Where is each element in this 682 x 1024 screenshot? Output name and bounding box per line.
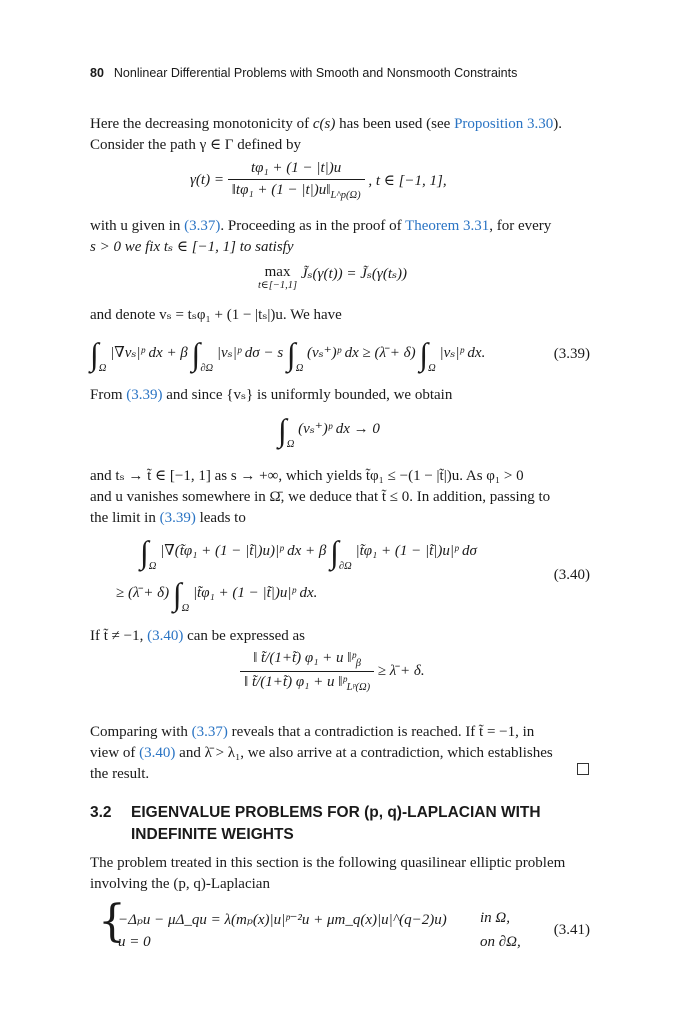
section-number: 3.2: [90, 804, 112, 821]
equation-3-39: $\int_\Omega$ |∇vₛ|ᵖ dx + β $\int_{\partial\Omega}$ |vₛ|ᵖ dσ − s $\int_\Omega$ (vₛ⁺)ᵖ dx ≥ (λ̄ + δ) $\int_\Omega$ |vₛ|ᵖ dx.: [90, 336, 486, 374]
paragraph-8-line-2: involving the (p, q)-Laplacian: [90, 876, 270, 892]
paragraph-8-line-1: The problem treated in this section is the following quasilinear elliptic problem: [90, 855, 566, 871]
paragraph-5-line-2: and u vanishes somewhere in Ω̄, we deduce that t̃ ≤ 0. In addition, passing to: [90, 489, 551, 505]
link-eq-3-37[interactable]: (3.37): [184, 218, 221, 234]
equation-path-condition: , t ∈ [−1, 1],: [368, 173, 447, 189]
equation-3-40-row-1: $\int_\Omega$ |∇(t̃φ₁ + (1 − |t̃|)u)|ᵖ dx + β $\int_{\partial\Omega}$ |t̃φ₁ + (1 − |t̃|)u|ᵖ dσ: [140, 534, 477, 572]
equation-number-3-41: (3.41): [553, 922, 590, 938]
integral-sign: ∫: [90, 336, 99, 372]
equation-3-41-row-2: u = 0: [118, 934, 151, 950]
link-eq-3-39[interactable]: (3.39): [159, 510, 196, 526]
integral-sign: ∫: [419, 336, 429, 372]
link-eq-3-40[interactable]: (3.40): [147, 628, 184, 644]
equation-path-denominator: ‖tφ₁ + (1 − |t|)u‖: [231, 182, 331, 198]
qed-square-icon: [577, 763, 589, 775]
equation-3-41-row-1: −Δₚu − μΔ_qu = λ(mₚ(x)|u|ᵖ⁻²u + μm_q(x)|u|^(q−2)u): [118, 912, 447, 928]
equation-path-fraction: $\frac{\text{tφ₁ + (1 − |t|)u}}{‖t\varphi_1 + (1 - |t|)u‖_{L\^{}p(\Omega)}}$: [228, 160, 365, 201]
integral-sign: ∫: [330, 534, 339, 570]
equation-ratio-rhs: ≥ λ̄ + δ.: [377, 663, 425, 679]
paragraph-1-line-2: Consider the path γ ∈ Γ defined by: [90, 137, 301, 153]
equation-path: [190, 160, 447, 201]
left-brace-icon: {: [98, 896, 126, 947]
link-eq-3-37[interactable]: (3.37): [191, 724, 228, 740]
integral-sign: ∫: [286, 336, 296, 372]
section-title-line-1: EIGENVALUE PROBLEMS FOR (p, q)-LAPLACIAN WITH: [131, 804, 541, 821]
equation-max: [258, 264, 407, 291]
paragraph-7-line-3: the result.: [90, 766, 150, 782]
paragraph-1-line-1: Here the decreasing monotonicity of c(s) has been used (see Proposition 3.30).: [90, 116, 562, 132]
equation-number-3-39: (3.39): [553, 346, 590, 362]
integral-sign: ∫: [140, 534, 149, 570]
section-title-line-2: INDEFINITE WEIGHTS: [131, 826, 294, 843]
paragraph-7-line-2: view of (3.40) and λ̄ > λ₁, we also arrive at a contradiction, which establishes: [90, 745, 553, 761]
link-eq-3-39[interactable]: (3.39): [126, 387, 163, 403]
equation-max-operator: max: [264, 264, 291, 280]
paragraph-4: From (3.39) and since {vₛ} is uniformly bounded, we obtain: [90, 387, 453, 403]
paragraph-6: If t̃ ≠ −1, (3.40) can be expressed as: [90, 628, 305, 644]
equation-path-lhs: γ(t) =: [190, 172, 224, 188]
equation-ratio-numerator: ‖ t̃/(1+t̃) φ₁ + u ‖ᵖ: [253, 650, 356, 666]
paragraph-5-line-1: and tₛ → t̃ ∈ [−1, 1] as s → +∞, which yields t̃φ₁ ≤ −(1 − |t̃|)u. As φ₁ > 0: [90, 468, 524, 484]
equation-limit: $\int_\Omega$ (vₛ⁺)ᵖ dx → 0: [278, 412, 380, 450]
paragraph-2-line-1: with u given in (3.37). Proceeding as in the proof of Theorem 3.31, for every: [90, 218, 552, 234]
equation-ratio-denominator: ‖ t̃/(1+t̃) φ₁ + u ‖ᵖ: [244, 674, 347, 690]
running-title: Nonlinear Differential Problems with Smooth and Nonsmooth Constraints: [113, 66, 518, 80]
integral-sign: ∫: [278, 412, 287, 448]
equation-3-41-row-2-condition: on ∂Ω,: [480, 934, 521, 950]
integral-sign: ∫: [191, 336, 201, 372]
link-eq-3-40[interactable]: (3.40): [139, 745, 176, 761]
equation-3-41-row-1-condition: in Ω,: [480, 910, 511, 926]
paragraph-3: and denote vₛ = tₛφ₁ + (1 − |tₛ|)u. We have: [90, 307, 342, 323]
link-theorem-3-31[interactable]: Theorem 3.31: [405, 218, 490, 234]
equation-path-numerator: tφ₁ + (1 − |t|)u: [228, 160, 365, 180]
running-header: [90, 66, 517, 80]
paragraph-7-line-1: Comparing with (3.37) reveals that a contradiction is reached. If t̃ = −1, in: [90, 724, 535, 740]
equation-max-subscript: t∈[−1,1]: [258, 280, 298, 291]
paragraph-2-line-2: s > 0 we fix tₛ ∈ [−1, 1] to satisfy: [90, 239, 294, 255]
integral-sign: ∫: [172, 576, 182, 612]
equation-ratio-fraction: $\frac{‖ t̃/(1+t̃) \varphi_1 + u ‖ᵖ_\beta}{‖ t̃/(1+t̃) \varphi_1 + u ‖ᵖ_{Lᵖ(\Omega)}}$: [240, 650, 374, 693]
paragraph-5-line-3: the limit in (3.39) leads to: [90, 510, 246, 526]
equation-3-40-row-2: ≥ (λ̄ + δ) $\int_\Omega$ |t̃φ₁ + (1 − |t̃|)u|ᵖ dx.: [116, 576, 318, 614]
link-proposition-3-30[interactable]: Proposition 3.30: [454, 116, 554, 132]
equation-ratio: [240, 650, 425, 693]
equation-number-3-40: (3.40): [553, 567, 590, 583]
page-number: 80: [90, 66, 104, 80]
equation-max-body: J̃ₛ(γ(t)) = J̃ₛ(γ(tₛ)): [300, 266, 408, 282]
